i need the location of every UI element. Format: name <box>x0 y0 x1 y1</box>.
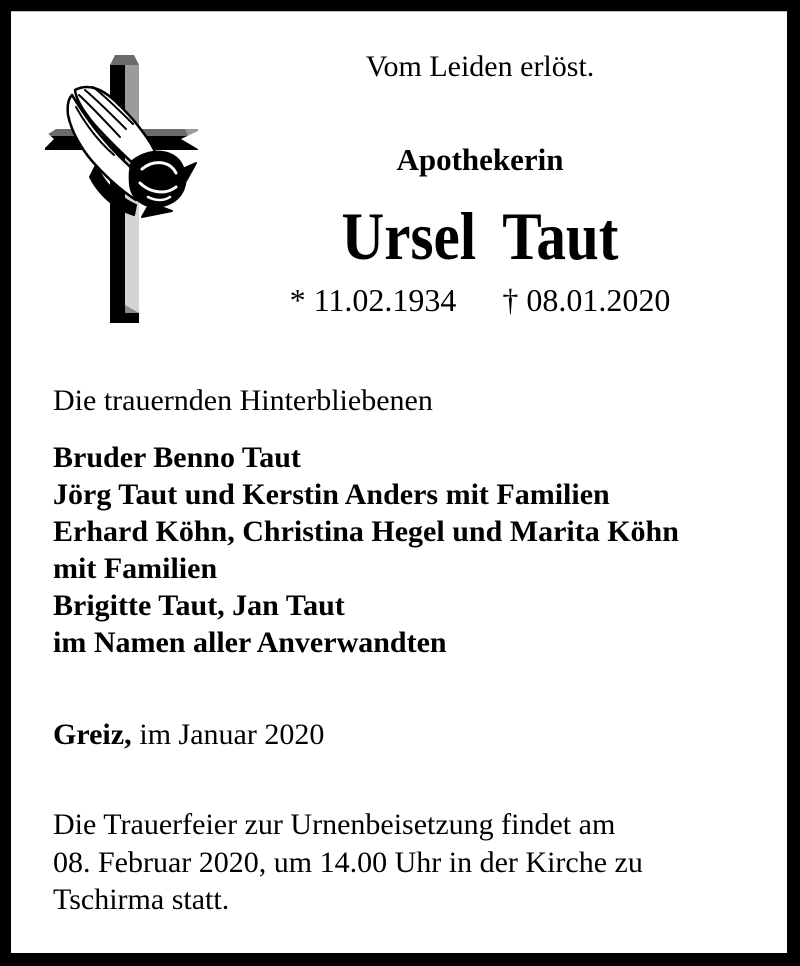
mourner-line: Bruder Benno Taut <box>53 441 301 474</box>
dateline <box>53 718 324 752</box>
deceased-first-name: Ursel <box>341 198 477 274</box>
funeral-info-line: 08. Februar 2020, um 14.00 Uhr in der Kirche zu <box>53 845 643 879</box>
death-date: † 08.01.2020 <box>502 282 671 318</box>
funeral-info <box>53 806 643 919</box>
border-inner-hairline <box>11 11 787 12</box>
mourner-line: Erhard Köhn, Christina Hegel und Marita Köhn <box>53 515 679 548</box>
mourner-line: im Namen aller Anverwandten <box>53 626 447 659</box>
deceased-last-name: Taut <box>502 198 619 274</box>
mourner-line: Jörg Taut und Kerstin Anders mit Familien <box>53 478 610 511</box>
mourner-line: Brigitte Taut, Jan Taut <box>53 589 345 622</box>
deceased-name <box>202 198 759 274</box>
life-dates <box>160 282 800 319</box>
profession-title: Apothekerin <box>396 142 564 177</box>
mourner-line: mit Familien <box>53 552 218 585</box>
funeral-info-line: Tschirma statt. <box>53 883 230 916</box>
funeral-info-line: Die Trauerfeier zur Urnenbeisetzung findet am <box>53 808 616 841</box>
epitaph-text: Vom Leiden erlöst. <box>365 50 595 83</box>
mourners-list <box>53 439 679 661</box>
mourners-intro: Die trauernden Hinterbliebenen <box>53 384 433 417</box>
dateline-place: Greiz, <box>53 718 132 751</box>
dateline-text: im Januar 2020 <box>139 718 325 751</box>
birth-date: * 11.02.1934 <box>289 282 457 318</box>
